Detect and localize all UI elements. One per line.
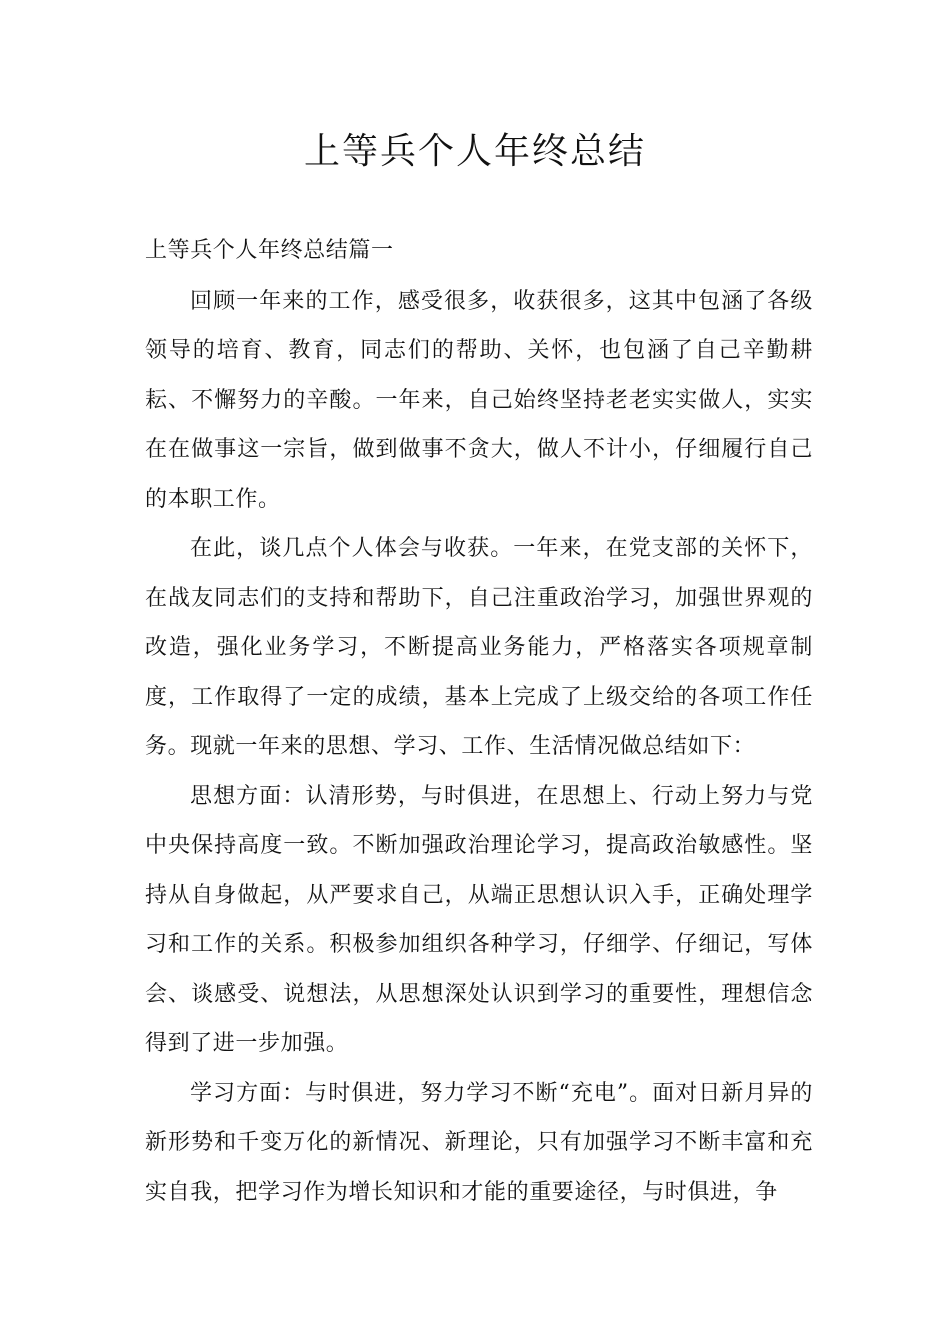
paragraph-ideology: 思想方面：认清形势，与时俱进，在思想上、行动上努力与党中央保持高度一致。不断加强政治理论学习，提高政治敏感性。坚持从自身做起，从严要求自己，从端正思想认识入手，正确处理学习和工作的关系。积极参加组织各种学习，仔细学、仔细记，写体会、谈感受、说想法，从思想深处认识到学习的重要性，理想信念得到了进一步加强。 xyxy=(145,783,813,1056)
document-body xyxy=(145,226,813,1217)
section-heading: 上等兵个人年终总结篇一 xyxy=(145,238,394,263)
paragraph-review: 回顾一年来的工作，感受很多，收获很多，这其中包涵了各级领导的培育、教育，同志们的帮助、关怀，也包涵了自己辛勤耕耘、不懈努力的辛酸。一年来，自己始终坚持老老实实做人，实实在在做事这一宗旨，做到做事不贪大，做人不计小，仔细履行自己的本职工作。 xyxy=(145,288,813,512)
paragraph-study: 学习方面：与时俱进，努力学习不断“充电”。面对日新月异的新形势和千变万化的新情况、新理论，只有加强学习不断丰富和充实自我，把学习作为增长知识和才能的重要途径，与时俱进，争 xyxy=(145,1080,813,1205)
document-title: 上等兵个人年终总结 xyxy=(303,131,646,172)
paragraph-experience: 在此，谈几点个人体会与收获。一年来，在党支部的关怀下，在战友同志们的支持和帮助下，自己注重政治学习，加强世界观的改造，强化业务学习，不断提高业务能力，严格落实各项规章制度，工作取得了一定的成绩，基本上完成了上级交给的各项工作任务。现就一年来的思想、学习、工作、生活情况做总结如下： xyxy=(145,536,813,759)
